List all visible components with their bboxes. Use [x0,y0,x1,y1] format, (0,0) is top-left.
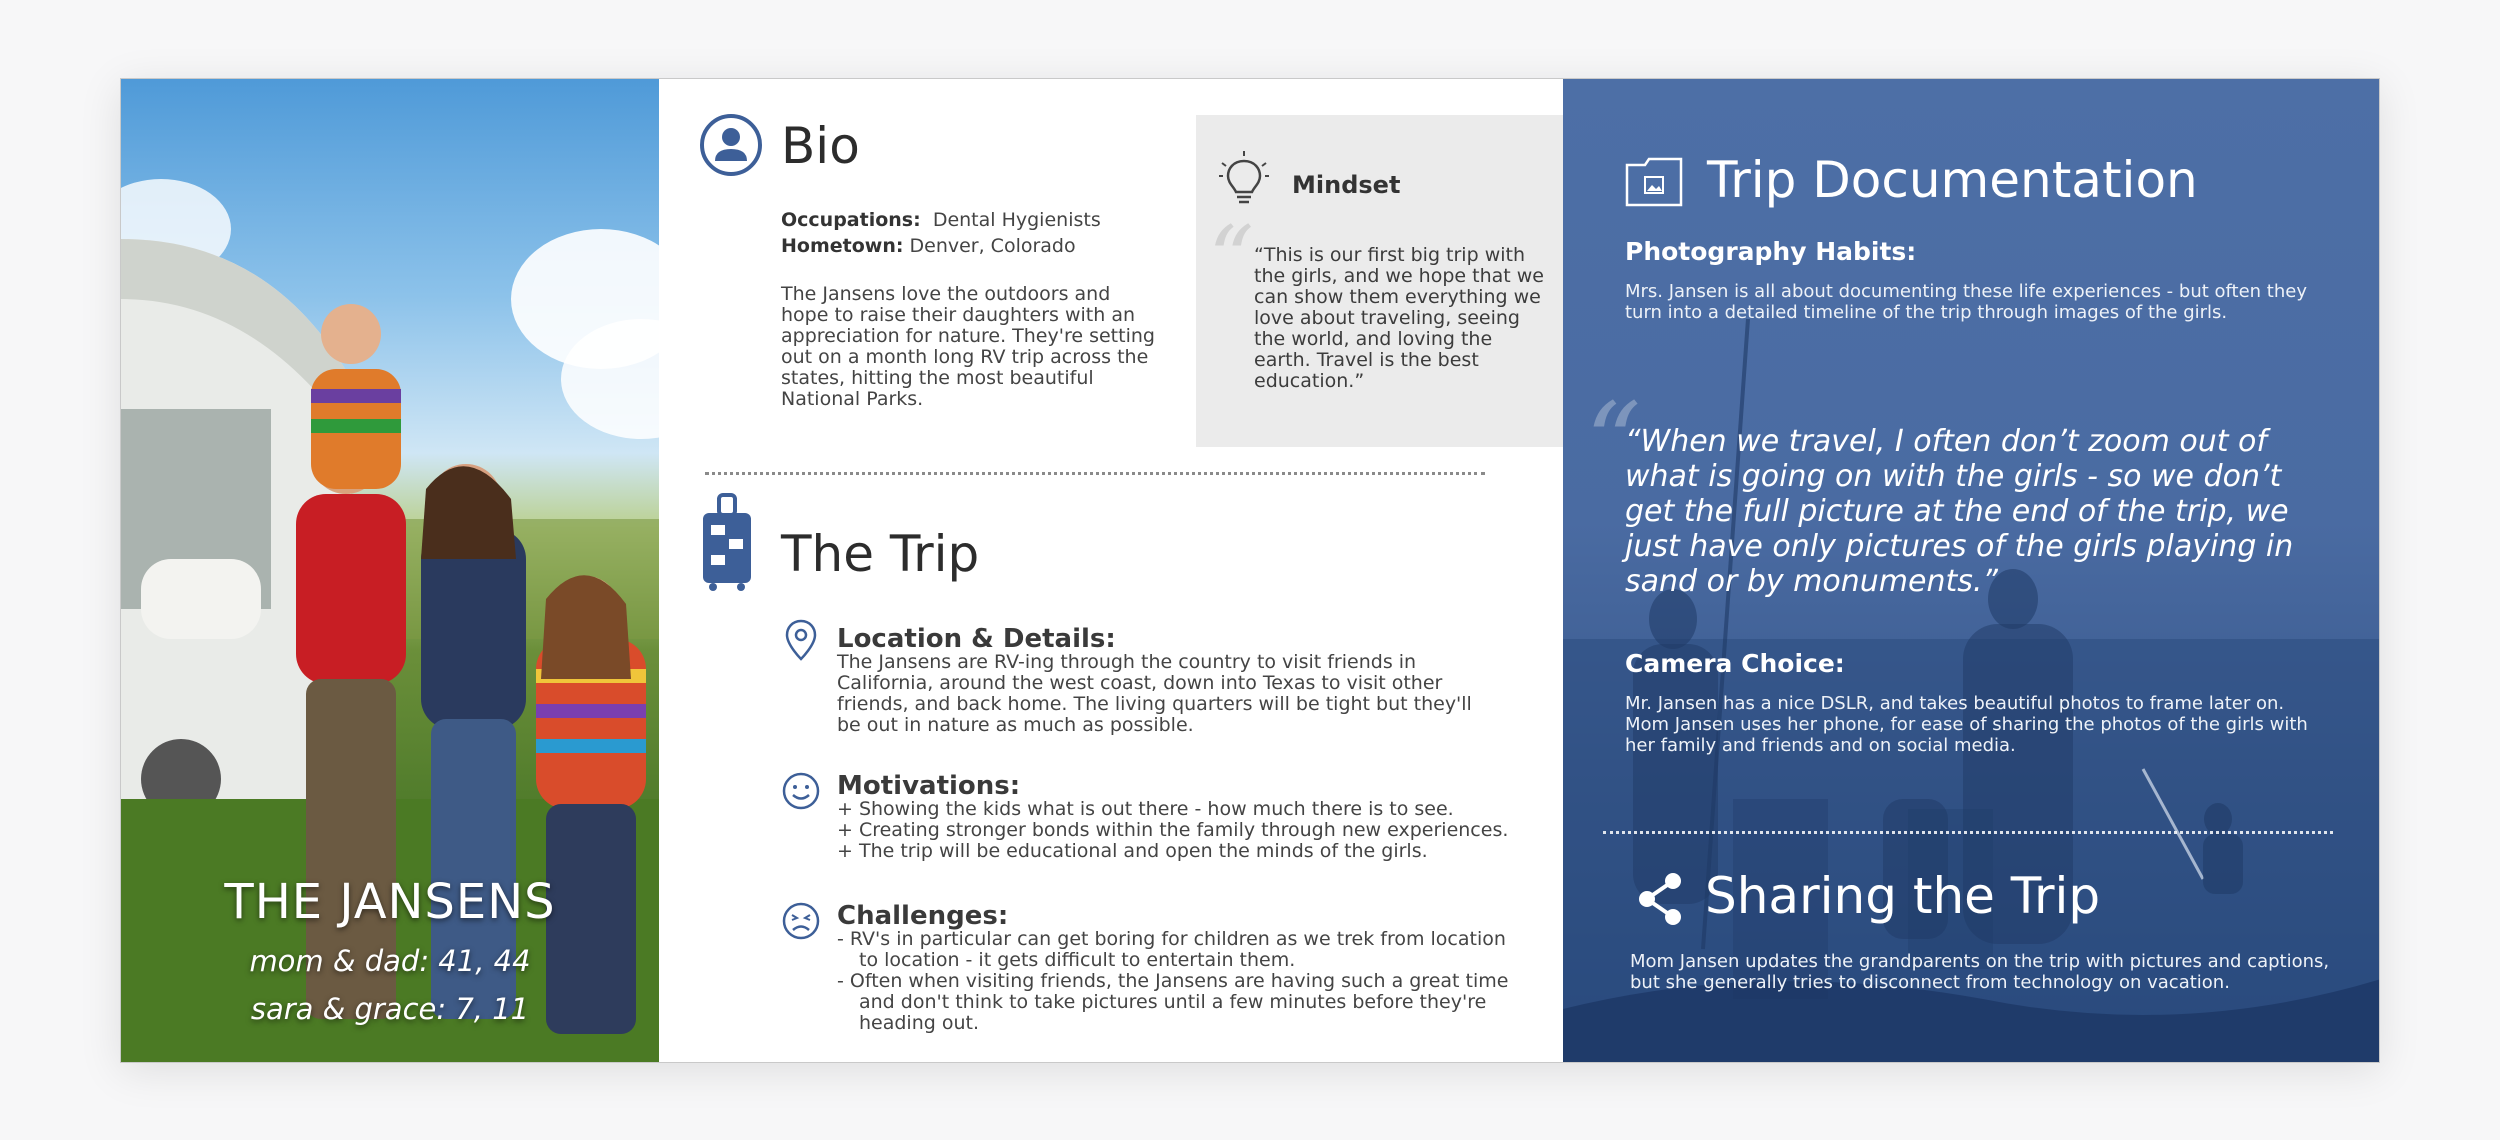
sharing-title: Sharing the Trip [1705,867,2101,925]
hometown-row [781,233,1101,259]
list-item: + Creating stronger bonds within the family through new experiences. [837,819,1509,841]
share-icon [1635,871,1685,927]
section-divider [1603,831,2333,834]
persona-card [120,78,2380,1063]
user-circle-icon [699,113,763,177]
map-pin-icon [781,619,821,663]
mindset-title: Mindset [1292,171,1401,199]
camera-heading: Camera Choice: [1625,649,1845,678]
sharing-text: Mom Jansen updates the grandparents on the trip with pictures and captions, but she generally tries to disconnect from technology on vacation. [1630,951,2330,993]
section-divider [705,472,1485,475]
list-item: - Often when visiting friends, the Jansens are having such a great time and don't think to take pictures until a few minutes before they're heading out. [837,970,1509,1034]
photo-frame-icon [1625,157,1683,207]
documentation-title: Trip Documentation [1707,151,2198,209]
list-item: + The trip will be educational and open the minds of the girls. [837,840,1428,862]
family-photo-panel [121,79,659,1063]
family-name: THE JANSENS [224,874,556,930]
bio-text: The Jansens love the outdoors and hope to raise their daughters with an appreciation for nature. They're setting out on a month long RV trip across the states, hitting the most beautiful National Parks. [781,283,1155,410]
suitcase-icon [699,493,755,593]
challenges-title: Challenges: [837,901,1009,931]
list-item: + Showing the kids what is out there - how much there is to see. [837,798,1454,820]
mindset-box [1196,115,1563,447]
documentation-panel [1563,79,2380,1063]
mindset-quote: “This is our first big trip with the girls, and we hope that we can show them everything we love about traveling, seeing the world, and loving the earth. Travel is the best education.” [1254,244,1544,392]
quote-mark-icon: “ [1585,379,1642,507]
occupation-row [781,207,1101,233]
bio-title: Bio [781,117,860,175]
parents-ages: mom & dad: 41, 44 [249,944,531,978]
motivations-title: Motivations: [837,771,1021,801]
occupation-label: Occupations: [781,209,921,231]
occupation-value: Dental Hygienists [932,209,1101,231]
camera-text: Mr. Jansen has a nice DSLR, and takes beautiful photos to frame later on. Mom Jansen uses her phone, for ease of sharing the photos of the girls with her family and friends and on social media. [1625,693,2308,756]
quote-mark-icon: “ [1208,207,1255,312]
lightbulb-icon [1218,149,1270,207]
bio-facts [781,207,1101,259]
hometown-value: Denver, Colorado [909,235,1076,257]
list-item: - RV's in particular can get boring for children as we trek from location to location - it gets difficult to entertain them. [837,928,1506,971]
frown-icon [781,899,821,943]
kids-ages: sara & grace: 7, 11 [250,992,530,1026]
location-text: The Jansens are RV-ing through the country to visit friends in California, around the west coast, down into Texas to visit other friends, and back home. The living quarters will be tight but they'll be out in nature as much as possible. [837,651,1472,736]
motivations-list [837,799,1517,862]
smile-icon [781,769,821,813]
photography-heading: Photography Habits: [1625,237,1917,266]
location-title: Location & Details: [837,624,1116,654]
photography-text: Mrs. Jansen is all about documenting these life experiences - but often they turn into a detailed timeline of the trip through images of the girls. [1625,281,2307,323]
documentation-quote: “When we travel, I often don’t zoom out of what is going on with the girls - so we don’t get the full picture at the end of the trip, we just have only pictures of the girls playing in sand or by monuments.” [1625,424,2294,599]
trip-title: The Trip [781,525,980,583]
bio-trip-panel [659,79,1563,1063]
photo-caption [121,874,659,1026]
hometown-label: Hometown: [781,235,904,257]
challenges-list [837,929,1517,1034]
